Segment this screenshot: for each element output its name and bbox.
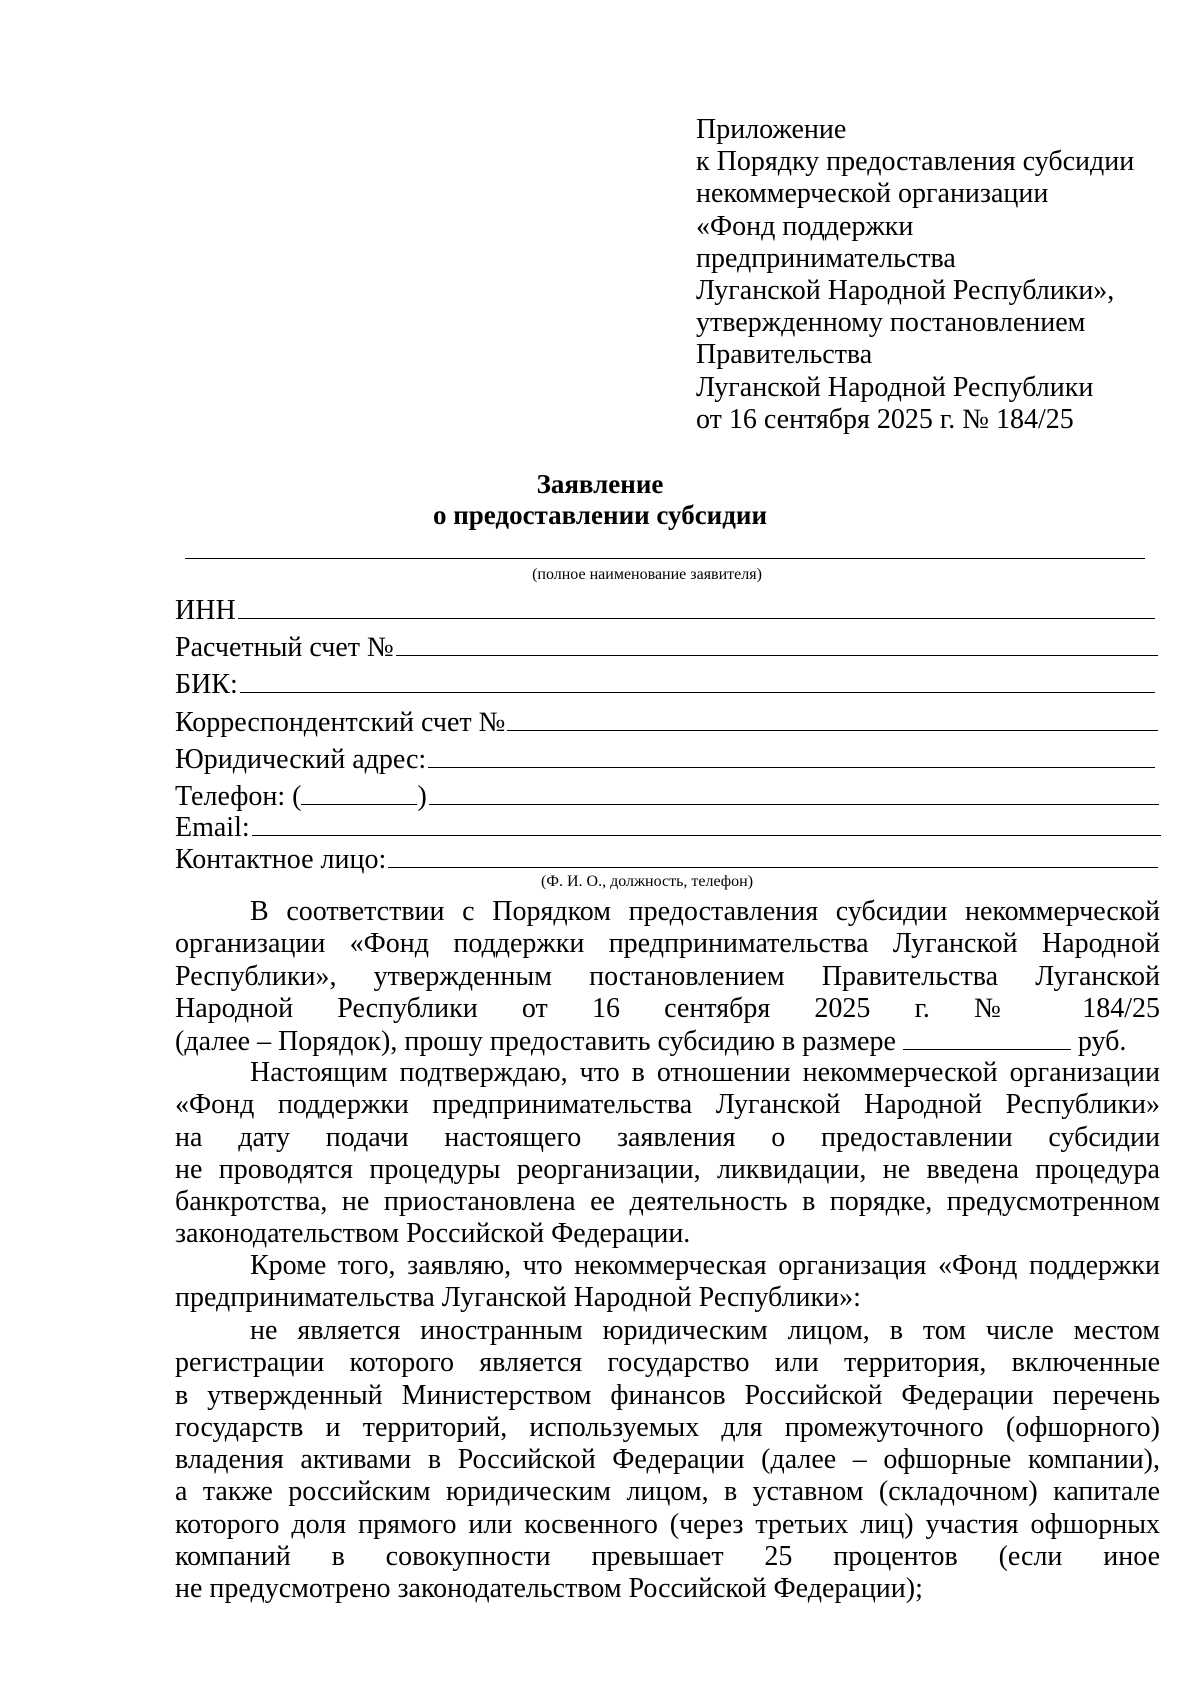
bik-label: БИК: <box>175 669 238 700</box>
paragraph-line: законодательством Российской Федерации. <box>175 1218 691 1250</box>
account-row <box>175 631 1158 663</box>
phone-row <box>175 780 1159 812</box>
paragraph-line: Республики», утвержденным постановлением Правительства Луганской <box>175 960 1160 992</box>
appendix-line: предпринимательства <box>696 242 956 274</box>
paragraph-line: владения активами в Российской Федерации (далее – офшорные компании), <box>175 1444 1160 1476</box>
paragraph-line <box>175 1025 1160 1058</box>
inn-label: ИНН <box>175 595 236 626</box>
paragraph-line: не проводятся процедуры реорганизации, ликвидации, не введена процедура <box>175 1153 1160 1185</box>
paragraph-confirmation <box>175 1057 1160 1251</box>
account-label: Расчетный счет № <box>175 632 394 663</box>
appendix-line: Правительства <box>696 339 873 371</box>
appendix-block <box>696 114 1166 436</box>
address-field[interactable] <box>428 743 1155 768</box>
email-row <box>175 811 1161 843</box>
paragraph-line: в утвержденный Министерством финансов Российской Федерации перечень <box>175 1379 1160 1411</box>
paragraph-line: которого доля прямого или косвенного (через третьих лиц) участия офшорных <box>175 1508 1160 1540</box>
account-field[interactable] <box>396 631 1158 656</box>
paragraph-line: Народной Республики от 16 сентября 2025 г. № 184/25 <box>175 992 1160 1024</box>
paragraph-line: компаний в совокупности превышает 25 процентов (если иное <box>175 1541 1160 1573</box>
email-label: Email: <box>175 812 250 843</box>
appendix-line: Луганской Народной Республики», <box>696 275 1115 307</box>
request-text: (далее – Порядок), прошу предоставить субсидию в размере <box>175 1026 903 1058</box>
paragraph-declaration <box>175 1250 1160 1315</box>
appendix-line: к Порядку предоставления субсидии <box>696 146 1135 178</box>
paragraph-request <box>175 896 1160 1058</box>
paragraph-line: государств и территорий, используемых для промежуточного (офшорного) <box>175 1411 1160 1443</box>
contact-row <box>175 843 1158 875</box>
applicant-name-caption: (полное наименование заявителя) <box>532 566 762 583</box>
paragraph-line: не является иностранным юридическим лицом, в том числе местом <box>250 1315 1160 1346</box>
applicant-name-field[interactable] <box>185 558 1145 559</box>
contact-caption: (Ф. И. О., должность, телефон) <box>540 873 754 890</box>
phone-label: Телефон: ( <box>175 781 302 812</box>
currency-label: руб. <box>1070 1026 1127 1058</box>
paragraph-line: предпринимательства Луганской Народной Республики»: <box>175 1282 861 1314</box>
corr-account-row <box>175 706 1158 738</box>
document-title: Заявление <box>536 469 664 499</box>
contact-label: Контактное лицо: <box>175 844 387 875</box>
paragraph-line: «Фонд поддержки предпринимательства Луганской Народной Республики» <box>175 1089 1160 1121</box>
paragraph-line: банкротства, не приостановлена ее деятельность в порядке, предусмотренном <box>175 1186 1160 1218</box>
bik-row <box>175 668 1155 700</box>
corr-account-field[interactable] <box>507 706 1158 731</box>
corr-account-label: Корреспондентский счет № <box>175 707 506 738</box>
paragraph-line: В соответствии с Порядком предоставления субсидии некоммерческой <box>250 896 1160 927</box>
document-subtitle: о предоставлении субсидии <box>432 500 768 530</box>
address-row <box>175 743 1155 775</box>
subsidy-amount-field[interactable] <box>903 1025 1071 1050</box>
appendix-line: Луганской Народной Республики <box>696 371 1094 403</box>
paragraph-line: а также российским юридическим лицом, в уставном (складочном) капитале <box>175 1476 1160 1508</box>
appendix-line: «Фонд поддержки <box>696 210 914 242</box>
phone-close-paren: ) <box>417 781 427 812</box>
appendix-line: некоммерческой организации <box>696 178 1049 210</box>
address-label: Юридический адрес: <box>175 744 427 775</box>
paragraph-line: не предусмотрено законодательством Российской Федерации); <box>175 1573 923 1605</box>
phone-field[interactable] <box>429 780 1159 805</box>
contact-field[interactable] <box>388 843 1158 868</box>
paragraph-offshore <box>175 1315 1160 1606</box>
email-field[interactable] <box>252 811 1161 836</box>
paragraph-line: Настоящим подтверждаю, что в отношении некоммерческой организации <box>250 1057 1160 1088</box>
paragraph-line: регистрации которого является государство или территория, включенные <box>175 1347 1160 1379</box>
phone-code-field[interactable] <box>301 780 417 805</box>
inn-field[interactable] <box>238 594 1155 619</box>
inn-row <box>175 594 1155 626</box>
appendix-line: утвержденному постановлением <box>696 307 1086 339</box>
bik-field[interactable] <box>240 668 1155 693</box>
appendix-line: Приложение <box>696 114 847 145</box>
paragraph-line: организации «Фонд поддержки предпринимательства Луганской Народной <box>175 928 1160 960</box>
paragraph-line: на дату подачи настоящего заявления о предоставлении субсидии <box>175 1121 1160 1153</box>
appendix-line: от 16 сентября 2025 г. № 184/25 <box>696 403 1074 435</box>
paragraph-line: Кроме того, заявляю, что некоммерческая организация «Фонд поддержки <box>250 1250 1160 1281</box>
